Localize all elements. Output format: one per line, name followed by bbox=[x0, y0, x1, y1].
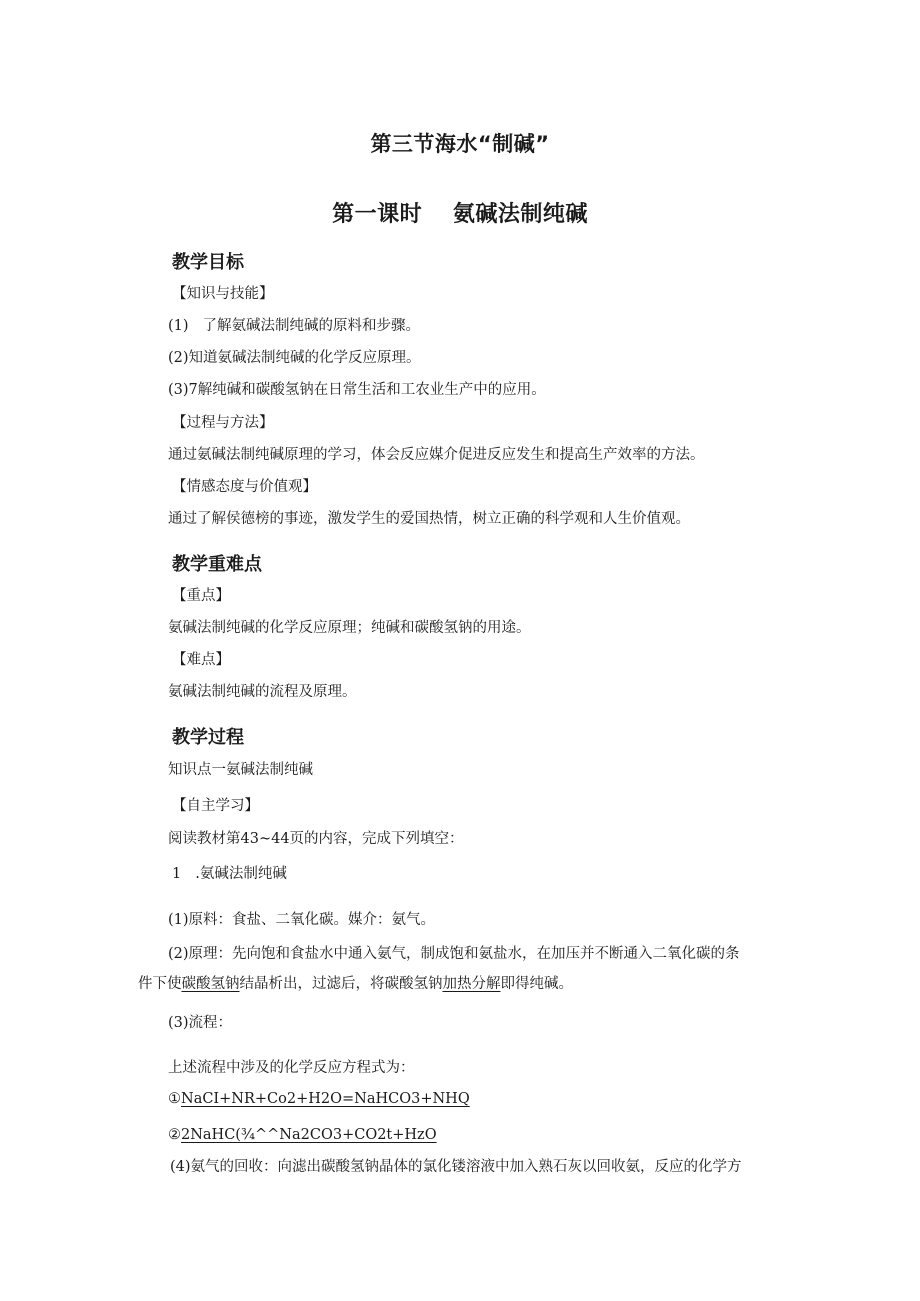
goal-method: 通过氨碱法制纯碱原理的学习，体会反应媒介促进反应发生和提高生产效率的方法。 bbox=[168, 447, 705, 463]
principle-text-b: 结晶析出，过滤后，将碳酸氢钠 bbox=[239, 976, 443, 992]
equation-2 bbox=[168, 1125, 437, 1145]
goal-attitude: 通过了解侯德榜的事迹，激发学生的爱国热情，树立正确的科学观和人生价值观。 bbox=[168, 511, 690, 527]
chapter-title: 第三节海水“制碱” bbox=[370, 132, 550, 156]
tag-method: 【过程与方法】 bbox=[172, 415, 274, 431]
principle-text-c: 即得纯碱。 bbox=[500, 976, 573, 992]
goal-k2: (2)知道氨碱法制纯碱的化学反应原理。 bbox=[168, 350, 421, 366]
lesson-title: 第一课时 氨碱法制纯碱 bbox=[332, 202, 588, 227]
equation-2-mark: ② bbox=[168, 1127, 181, 1143]
tag-focus: 【重点】 bbox=[172, 588, 230, 604]
item-1-num: 1 bbox=[172, 866, 182, 882]
section-heading-process: 教学过程 bbox=[172, 727, 244, 748]
section-heading-goals: 教学目标 bbox=[172, 252, 244, 273]
knowledge-point-1: 知识点一氨碱法制纯碱 bbox=[168, 762, 313, 778]
item-1 bbox=[172, 864, 287, 884]
ammonia-recovery: (4)氨气的回收：向滤出碳酸氢钠晶体的氯化镂溶液中加入熟石灰以回收氨，反应的化学方 bbox=[170, 1159, 742, 1175]
tag-attitude: 【情感态度与价值观】 bbox=[172, 479, 317, 495]
flow-label: (3)流程： bbox=[168, 1015, 233, 1031]
goal-k1-num: (1) bbox=[168, 318, 189, 334]
tag-self-study: 【自主学习】 bbox=[172, 798, 259, 814]
instruction: 阅读教材第43~44页的内容，完成下列填空： bbox=[168, 831, 464, 847]
goal-k1-text: 了解氨碱法制纯碱的原料和步骤。 bbox=[202, 318, 421, 334]
blank-answer-sodium-bicarbonate: 碳酸氢钠 bbox=[181, 976, 240, 992]
equation-intro: 上述流程中涉及的化学反应方程式为： bbox=[168, 1060, 415, 1076]
equation-1-text: NaCI+NR+Co2+H2O=NaHCO3+NHQ bbox=[181, 1091, 470, 1107]
equation-2-text: 2NaHC(¾^^Na2CO3+CO2t+HzO bbox=[181, 1127, 437, 1143]
equation-1 bbox=[168, 1089, 470, 1109]
raw-materials: (1)原料：食盐、二氧化碳。媒介：氨气。 bbox=[168, 912, 436, 928]
key-difficulty: 氨碱法制纯碱的流程及原理。 bbox=[168, 684, 357, 700]
goal-k3: (3)7解纯碱和碳酸氢钠在日常生活和工农业生产中的应用。 bbox=[168, 382, 546, 398]
item-1-text: .氨碱法制纯碱 bbox=[195, 866, 287, 882]
principle-line-2 bbox=[138, 974, 573, 994]
principle-text-a: 件下使 bbox=[138, 976, 182, 992]
equation-1-mark: ① bbox=[168, 1091, 181, 1107]
key-focus: 氨碱法制纯碱的化学反应原理；纯碱和碳酸氢钠的用途。 bbox=[168, 620, 531, 636]
goal-k1 bbox=[168, 316, 420, 336]
tag-difficulty: 【难点】 bbox=[172, 652, 230, 668]
tag-knowledge: 【知识与技能】 bbox=[172, 286, 274, 302]
blank-answer-heat-decompose: 加热分解 bbox=[442, 976, 501, 992]
section-heading-key-points: 教学重难点 bbox=[172, 554, 262, 575]
principle-line-1: (2)原理：先向饱和食盐水中通入氨气，制成饱和氨盐水，在加压并不断通入二氧化碳的条 bbox=[168, 946, 740, 962]
